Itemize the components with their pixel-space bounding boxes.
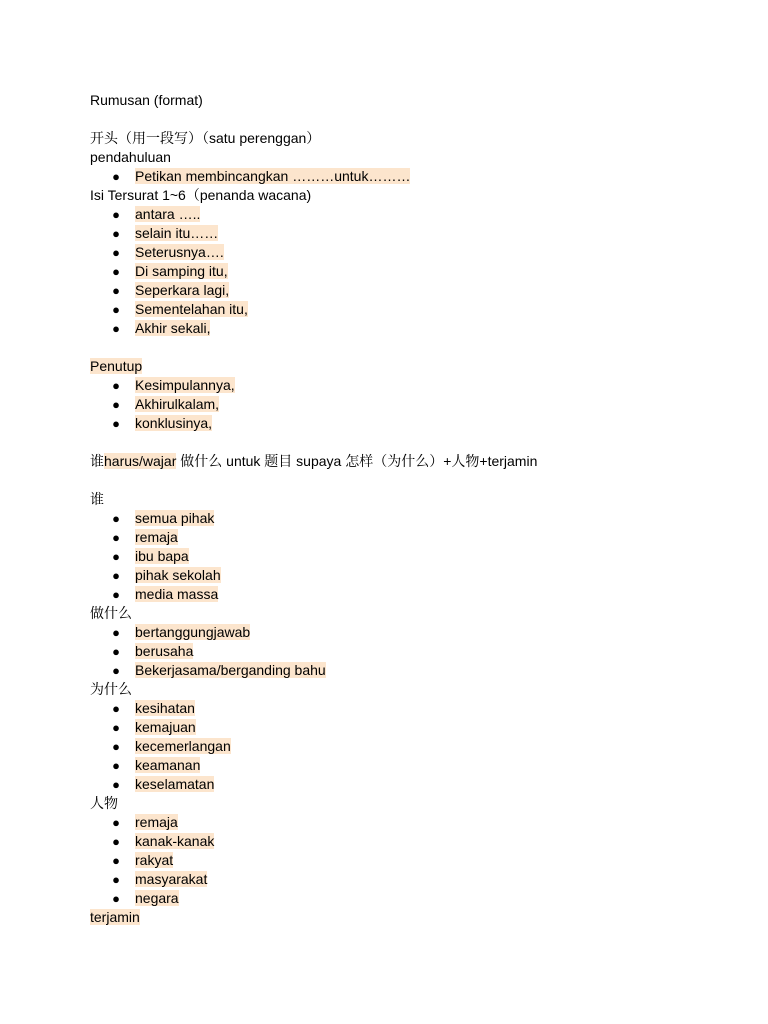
document-body bbox=[90, 91, 710, 927]
bullet-icon: ● bbox=[112, 644, 120, 659]
list-item-text: negara bbox=[135, 890, 179, 906]
list-item-text: kesihatan bbox=[135, 700, 195, 716]
list-item bbox=[90, 623, 710, 642]
people-list bbox=[90, 813, 710, 908]
why-heading: 为什么 bbox=[90, 681, 132, 697]
opening-heading: 开头（用一段写）（satu perenggan） bbox=[90, 130, 321, 146]
list-item bbox=[90, 851, 710, 870]
who-list bbox=[90, 509, 710, 604]
list-item-text: kanak-kanak bbox=[135, 833, 215, 849]
list-item-text: Sementelahan itu, bbox=[135, 301, 248, 317]
list-item-text: keselamatan bbox=[135, 776, 215, 792]
list-item-text: Akhir sekali, bbox=[135, 320, 211, 336]
bullet-icon: ● bbox=[112, 511, 120, 526]
list-item bbox=[90, 224, 710, 243]
list-item bbox=[90, 870, 710, 889]
list-item-text: Seterusnya…. bbox=[135, 244, 224, 260]
list-item-text: rakyat bbox=[135, 852, 174, 868]
who-heading: 谁 bbox=[90, 491, 104, 507]
body-heading: Isi Tersurat 1~6（penanda wacana) bbox=[90, 187, 312, 203]
bullet-icon: ● bbox=[112, 283, 120, 298]
list-item bbox=[90, 262, 710, 281]
bullet-icon: ● bbox=[112, 264, 120, 279]
bullet-icon: ● bbox=[112, 625, 120, 640]
list-item bbox=[90, 813, 710, 832]
bullet-icon: ● bbox=[112, 226, 120, 241]
bullet-icon: ● bbox=[112, 701, 120, 716]
bullet-icon: ● bbox=[112, 302, 120, 317]
list-item-text: media massa bbox=[135, 586, 219, 602]
bullet-icon: ● bbox=[112, 853, 120, 868]
what-heading: 做什么 bbox=[90, 605, 132, 621]
bullet-icon: ● bbox=[112, 245, 120, 260]
list-item-text: keamanan bbox=[135, 757, 201, 773]
list-item bbox=[90, 718, 710, 737]
list-item bbox=[90, 300, 710, 319]
bullet-icon: ● bbox=[112, 549, 120, 564]
list-item bbox=[90, 528, 710, 547]
list-item bbox=[90, 661, 710, 680]
bullet-icon: ● bbox=[112, 169, 120, 184]
what-list bbox=[90, 623, 710, 680]
list-item-text: pihak sekolah bbox=[135, 567, 221, 583]
intro-list bbox=[90, 167, 710, 186]
list-item bbox=[90, 889, 710, 908]
list-item-text: Seperkara lagi, bbox=[135, 282, 230, 298]
list-item-text: Bekerjasama/berganding bahu bbox=[135, 662, 326, 678]
bullet-icon: ● bbox=[112, 587, 120, 602]
people-heading: 人物 bbox=[90, 795, 118, 811]
list-item-text: antara ….. bbox=[135, 206, 201, 222]
list-item-text: kecemerlangan bbox=[135, 738, 231, 754]
bullet-icon: ● bbox=[112, 568, 120, 583]
why-list bbox=[90, 699, 710, 794]
list-item bbox=[90, 832, 710, 851]
closing-list bbox=[90, 376, 710, 433]
list-item bbox=[90, 414, 710, 433]
bullet-icon: ● bbox=[112, 378, 120, 393]
blank-line bbox=[90, 338, 710, 357]
list-item bbox=[90, 395, 710, 414]
list-item-text: selain itu…… bbox=[135, 225, 219, 241]
blank-line bbox=[90, 433, 710, 452]
list-item-text: Akhirulkalam, bbox=[135, 396, 220, 412]
list-item bbox=[90, 699, 710, 718]
list-item bbox=[90, 585, 710, 604]
list-item bbox=[90, 509, 710, 528]
bullet-icon: ● bbox=[112, 758, 120, 773]
bullet-icon: ● bbox=[112, 321, 120, 336]
list-item bbox=[90, 205, 710, 224]
bullet-icon: ● bbox=[112, 207, 120, 222]
list-item-text: semua pihak bbox=[135, 510, 215, 526]
bullet-icon: ● bbox=[112, 739, 120, 754]
list-item-text: konklusinya, bbox=[135, 415, 213, 431]
list-item bbox=[90, 566, 710, 585]
list-item bbox=[90, 737, 710, 756]
formula-rest: 做什么 untuk 题目 supaya 怎样（为什么）+人物+terjamin bbox=[176, 453, 538, 469]
list-item-text: Petikan membincangkan ………untuk……… bbox=[135, 168, 411, 184]
bullet-icon: ● bbox=[112, 815, 120, 830]
list-item-text: masyarakat bbox=[135, 871, 208, 887]
bullet-icon: ● bbox=[112, 777, 120, 792]
list-item-text: berusaha bbox=[135, 643, 194, 659]
intro-label: pendahuluan bbox=[90, 149, 171, 165]
blank-line bbox=[90, 110, 710, 129]
bullet-icon: ● bbox=[112, 872, 120, 887]
bullet-icon: ● bbox=[112, 891, 120, 906]
list-item bbox=[90, 376, 710, 395]
list-item-text: remaja bbox=[135, 529, 178, 545]
list-item-text: bertanggungjawab bbox=[135, 624, 251, 640]
closing-heading bbox=[90, 357, 710, 376]
list-item bbox=[90, 775, 710, 794]
list-item bbox=[90, 167, 710, 186]
list-item-text: ibu bapa bbox=[135, 548, 189, 564]
list-item bbox=[90, 642, 710, 661]
end-line bbox=[90, 908, 710, 927]
document-title: Rumusan (format) bbox=[90, 92, 203, 108]
list-item bbox=[90, 547, 710, 566]
bullet-icon: ● bbox=[112, 720, 120, 735]
list-item bbox=[90, 243, 710, 262]
list-item-text: kemajuan bbox=[135, 719, 196, 735]
list-item bbox=[90, 756, 710, 775]
bullet-icon: ● bbox=[112, 530, 120, 545]
blank-line bbox=[90, 471, 710, 490]
bullet-icon: ● bbox=[112, 416, 120, 431]
list-item bbox=[90, 319, 710, 338]
list-item bbox=[90, 281, 710, 300]
formula-must: harus/wajar bbox=[104, 453, 177, 469]
formula-line bbox=[90, 452, 710, 471]
formula-who: 谁 bbox=[90, 453, 104, 469]
list-item-text: remaja bbox=[135, 814, 178, 830]
bullet-icon: ● bbox=[112, 397, 120, 412]
bullet-icon: ● bbox=[112, 663, 120, 678]
closing-heading-text: Penutup bbox=[90, 358, 143, 374]
end-word: terjamin bbox=[90, 909, 140, 925]
bullet-icon: ● bbox=[112, 834, 120, 849]
list-item-text: Di samping itu, bbox=[135, 263, 228, 279]
list-item-text: Kesimpulannya, bbox=[135, 377, 235, 393]
body-list bbox=[90, 205, 710, 338]
